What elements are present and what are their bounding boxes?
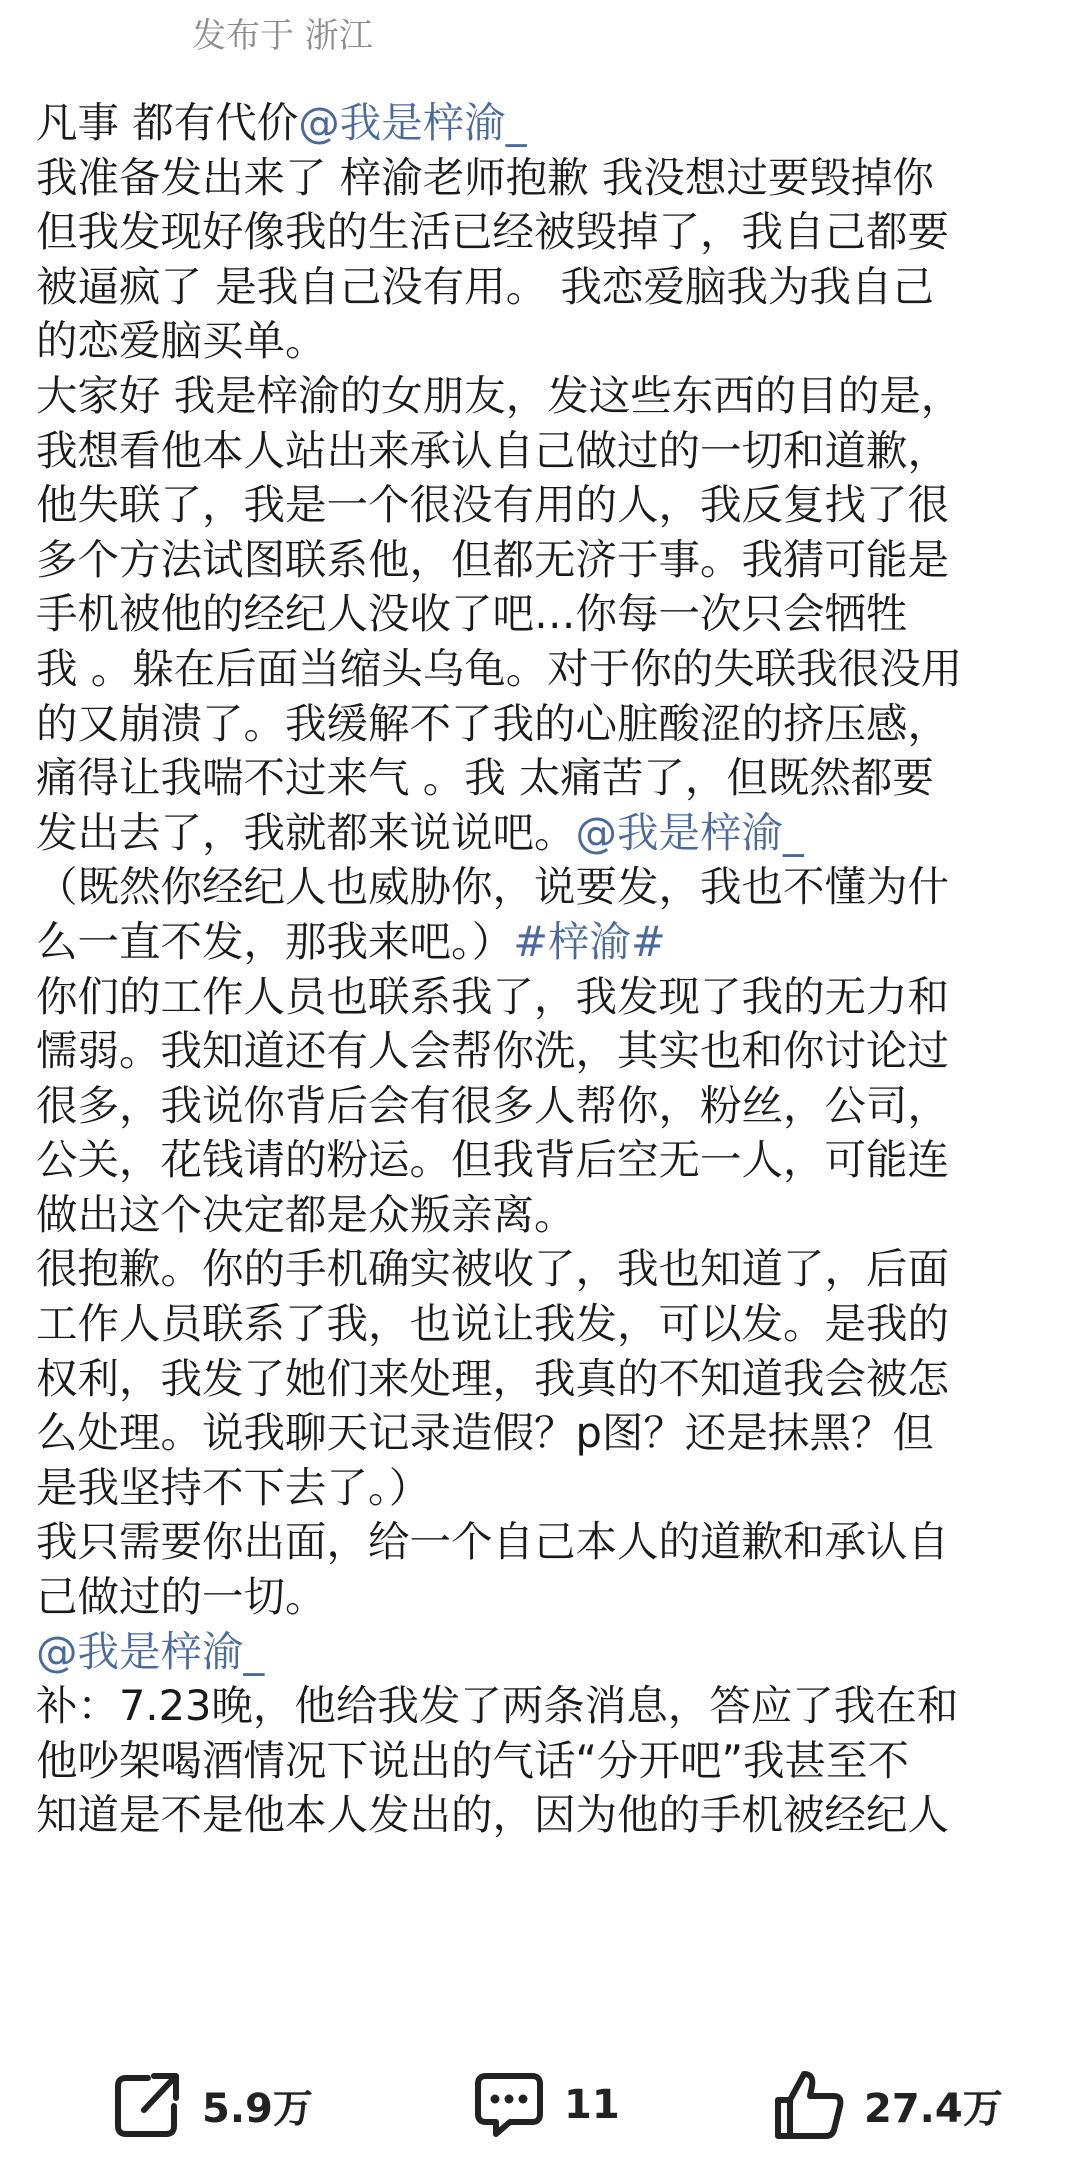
post-text: 的又崩溃了。我缓解不了我的心脏酸涩的挤压感， [36, 698, 950, 748]
post-text: 手机被他的经纪人没收了吧…你每一次只会牺牲 [36, 589, 908, 639]
share-button[interactable] [108, 2066, 313, 2144]
post-text: 知道是不是他本人发出的，因为他的手机被经纪人 [36, 1790, 950, 1840]
post-text: 是我坚持不下去了。） [36, 1462, 431, 1512]
hashtag-link[interactable]: #梓渝# [513, 916, 666, 966]
action-bar [0, 2050, 1084, 2160]
like-button[interactable] [770, 2066, 1003, 2144]
post-line [36, 1625, 1048, 1680]
post-text: 么处理。说我聊天记录造假？p图？还是抹黑？但 [36, 1408, 934, 1458]
post-line [36, 1679, 1048, 1734]
post-line [36, 533, 1048, 588]
post-text: 懦弱。我知道还有人会帮你洗，其实也和你讨论过 [36, 1026, 950, 1076]
post-text: 我想看他本人站出来承认自己做过的一切和道歉， [36, 425, 950, 475]
post-text: 多个方法试图联系他，但都无济于事。我猜可能是 [36, 534, 950, 584]
post-line [36, 1406, 1048, 1461]
post-line [36, 751, 1048, 806]
post-line [36, 1570, 1048, 1625]
mention-link[interactable]: @我是梓渝_ [36, 1626, 265, 1676]
post-line [36, 697, 1048, 752]
post-line [36, 970, 1048, 1025]
post-line [36, 151, 1048, 206]
post-line [36, 478, 1048, 533]
post-line [36, 369, 1048, 424]
post-text: 我只需要你出面，给一个自己本人的道歉和承认自 [36, 1517, 950, 1567]
post-line [36, 1133, 1048, 1188]
post-text: 很抱歉。你的手机确实被收了，我也知道了，后面 [36, 1244, 950, 1294]
post-line [36, 424, 1048, 479]
post-text: 工作人员联系了我，也说让我发，可以发。是我的 [36, 1299, 950, 1349]
share-count: 5.9万 [202, 2085, 313, 2132]
content-fade [0, 1898, 1084, 1978]
post-line [36, 860, 1048, 915]
post-text: 己做过的一切。 [36, 1572, 327, 1622]
post-line [36, 1188, 1048, 1243]
post-text: 他吵架喝酒情况下说出的气话“分开吧”我甚至不 [36, 1735, 910, 1785]
post-line [36, 642, 1048, 697]
comment-button[interactable] [470, 2066, 620, 2144]
post-text: 做出这个决定都是众叛亲离。 [36, 1189, 576, 1239]
post-line [36, 1297, 1048, 1352]
post-line [36, 1024, 1048, 1079]
post-text: 他失联了，我是一个很没有用的人，我反复找了很 [36, 480, 950, 530]
post-text: 被逼疯了 是我自己没有用。 我恋爱脑我为我自己 [36, 261, 934, 311]
mention-link[interactable]: @我是梓渝_ [298, 98, 527, 147]
post-line [36, 205, 1048, 260]
post-line [36, 1461, 1048, 1516]
post-location: 发布于 浙江 [192, 16, 373, 56]
mention-link[interactable]: @我是梓渝_ [575, 807, 804, 857]
post-text: 大家好 我是梓渝的女朋友，发这些东西的目的是， [36, 370, 963, 420]
post-line [36, 1242, 1048, 1297]
post-text: 痛得让我喘不过来气 。我 太痛苦了，但既然都要 [36, 753, 934, 803]
post-text: 凡事 都有代价 [36, 98, 299, 147]
post-line [36, 1079, 1048, 1134]
post-text: 发出去了，我就都来说说吧。 [36, 807, 576, 857]
post-body [36, 96, 1048, 1976]
post-line [36, 1515, 1048, 1570]
post-text: 很多，我说你背后会有很多人帮你，粉丝，公司， [36, 1080, 950, 1130]
post-line [36, 806, 1048, 861]
post-text: 我 。躲在后面当缩头乌龟。对于你的失联我很没用 [36, 643, 963, 693]
thumbs-up-icon [770, 2066, 848, 2144]
post-line [36, 1788, 1048, 1843]
post-text: 你们的工作人员也联系我了，我发现了我的无力和 [36, 971, 950, 1021]
post-text: 补：7.23晚，他给我发了两条消息，答应了我在和 [36, 1681, 959, 1731]
post-line [36, 96, 1048, 151]
like-count: 27.4万 [864, 2085, 1003, 2132]
post-text: 我准备发出来了 梓渝老师抱歉 我没想过要毁掉你 [36, 152, 934, 202]
comment-icon [470, 2066, 548, 2144]
post-text: 公关，花钱请的粉运。但我背后空无一人，可能连 [36, 1135, 950, 1185]
post-text: 但我发现好像我的生活已经被毁掉了，我自己都要 [36, 207, 950, 257]
post-text: （既然你经纪人也威胁你，说要发，我也不懂为什 [36, 862, 950, 912]
post-line [36, 587, 1048, 642]
post-text: 的恋爱脑买单。 [36, 316, 327, 366]
post-line [36, 1352, 1048, 1407]
share-icon [108, 2066, 186, 2144]
post-line [36, 260, 1048, 315]
post-line [36, 1734, 1048, 1789]
post-text: 权利，我发了她们来处理，我真的不知道我会被怎 [36, 1353, 950, 1403]
comment-count: 11 [564, 2082, 620, 2128]
post-text: 么一直不发，那我来吧。） [36, 916, 514, 966]
post-line [36, 915, 1048, 970]
post-line [36, 314, 1048, 369]
